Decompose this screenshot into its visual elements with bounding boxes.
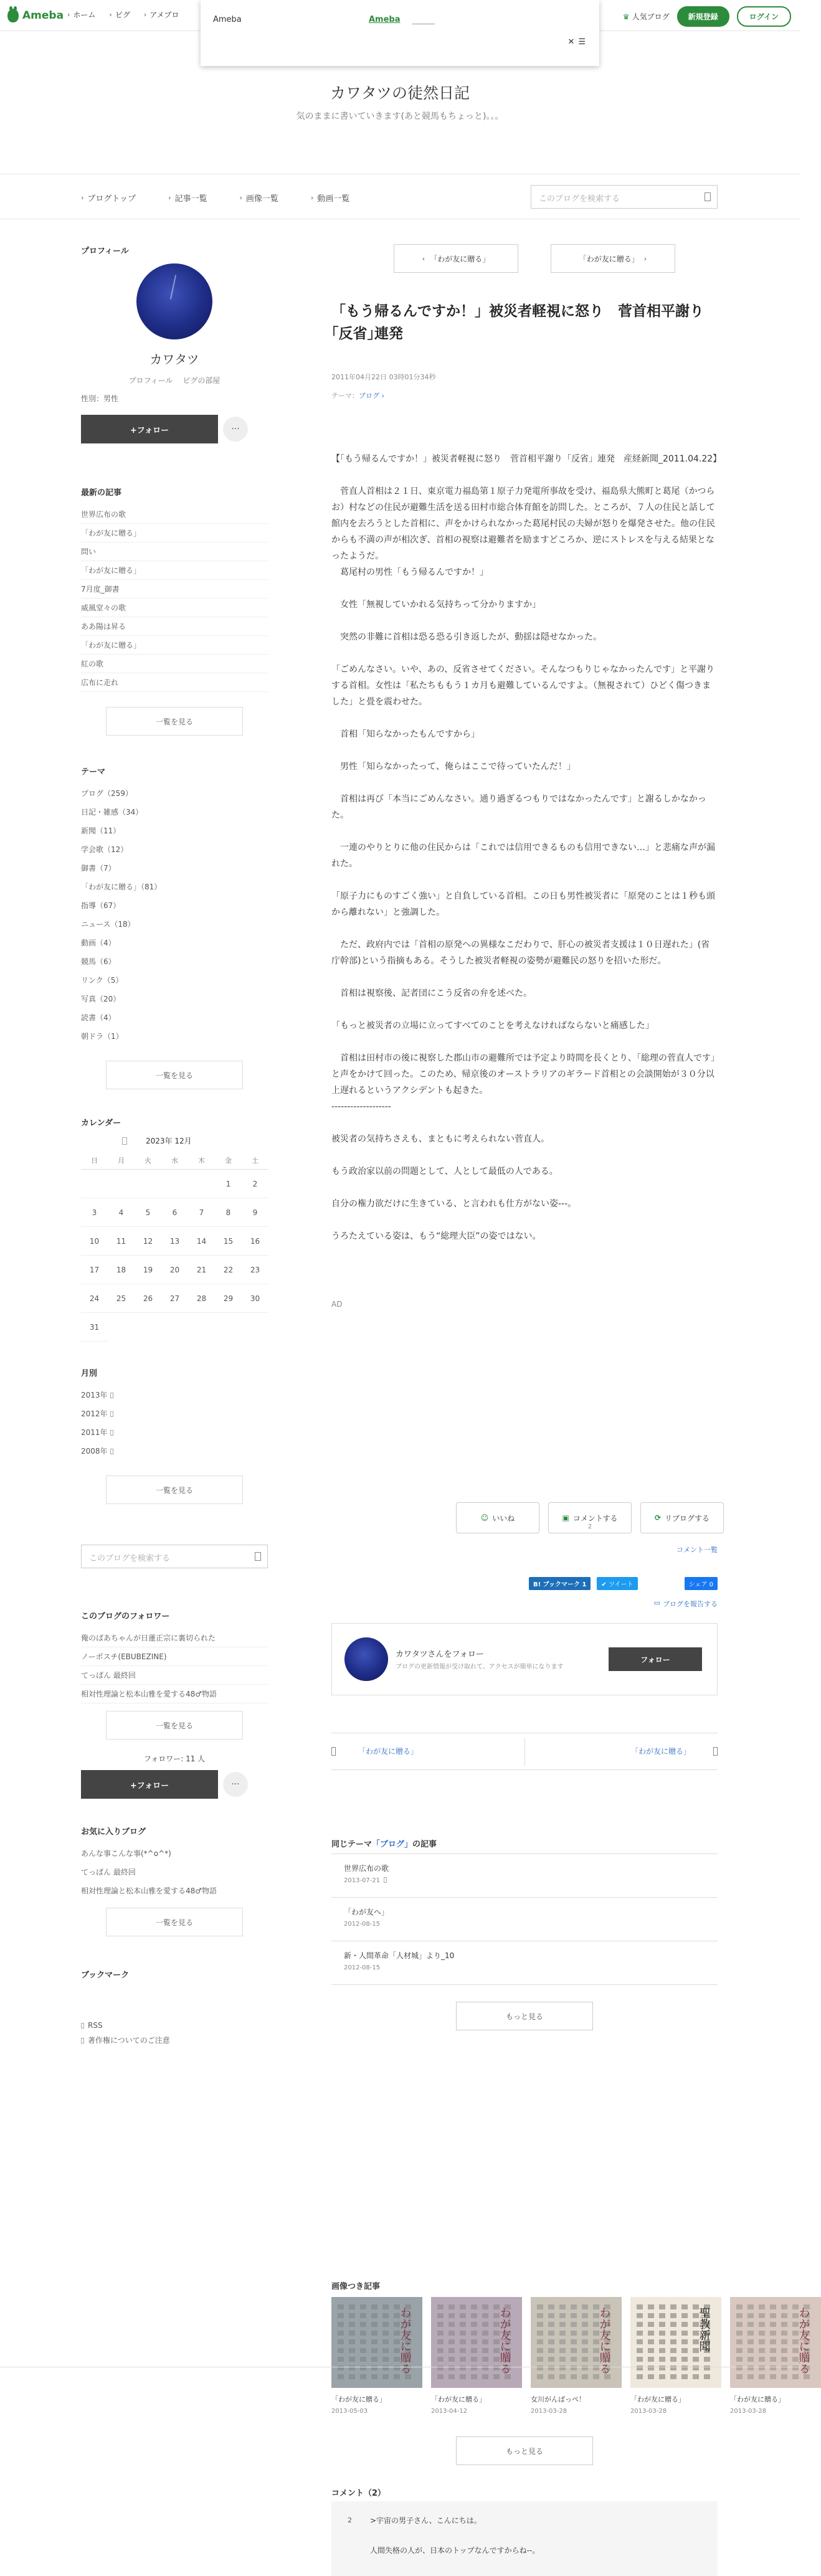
article-paragraph: 一連のやりとりに他の住民からは「これでは信用できるものも信用できない…」と悲痛な声が漏れた。 xyxy=(331,843,715,869)
calendar-day xyxy=(81,1170,108,1198)
profile-section xyxy=(81,244,268,443)
image-article-card[interactable] xyxy=(730,2297,821,2415)
chevron-right-icon: › xyxy=(109,11,112,19)
same-theme-heading: 同じテーマ「ブログ」の記事 xyxy=(331,1840,437,1849)
calendar-day[interactable]: 27 xyxy=(161,1284,188,1313)
ameba-logo[interactable]: Ameba xyxy=(7,7,64,24)
calendar-day[interactable]: 4 xyxy=(108,1198,135,1227)
avatar[interactable] xyxy=(136,263,212,339)
blog-nav-images[interactable]: › 画像一覧 xyxy=(239,194,278,204)
report-blog-link[interactable]: ▭ ブログを報告する xyxy=(653,1599,718,1608)
theme-see-all-button[interactable]: 一覧を見る xyxy=(106,1061,243,1089)
calendar-day[interactable]: 15 xyxy=(215,1227,242,1256)
calendar-day xyxy=(135,1170,161,1198)
theme-link[interactable]: ニュース（18） xyxy=(81,920,135,929)
newspaper-clipping-image xyxy=(730,2297,821,2388)
calendar-day[interactable]: 8 xyxy=(215,1198,242,1227)
pager-divider xyxy=(524,1738,525,1766)
calendar-day[interactable]: 24 xyxy=(81,1284,108,1313)
caution-icon xyxy=(81,2038,84,2043)
image-articles-heading: 画像つき記事 xyxy=(331,2282,381,2291)
image-article-thumbnail[interactable] xyxy=(531,2297,622,2388)
image-articles-more-button[interactable]: もっと見る xyxy=(456,2436,593,2465)
sidebar-search xyxy=(81,1545,268,1568)
chevron-right-icon: › xyxy=(379,392,384,400)
chevron-right-icon xyxy=(110,1449,113,1454)
calendar-day[interactable]: 25 xyxy=(108,1284,135,1313)
calendar-heading: カレンダー xyxy=(81,1119,121,1128)
image-articles-row xyxy=(331,2297,821,2415)
article-paragraph: 自分の権力欲だけに生きている、と言われも仕方がない姿---。 xyxy=(331,1199,577,1209)
article-body xyxy=(331,451,722,1261)
favorite-blogs-section xyxy=(81,1825,268,1936)
follow-card-name: カワタツさんをフォロー xyxy=(396,1650,484,1659)
favorite-blog-link[interactable]: あんな事こんな事(*^o^*) xyxy=(81,1849,171,1858)
calendar-day[interactable]: 1 xyxy=(215,1170,242,1198)
prev-article-top-button[interactable]: ‹ 「わが友に贈る」 xyxy=(394,244,518,273)
chevron-right-icon xyxy=(110,1411,113,1417)
next-article-bottom-link[interactable]: 「わが友に贈る」 xyxy=(631,1746,718,1756)
profile-name[interactable]: カワタツ xyxy=(149,352,199,367)
newspaper-clipping-image xyxy=(531,2297,622,2388)
calendar-weekday: 火 xyxy=(135,1152,161,1170)
calendar-day[interactable]: 28 xyxy=(188,1284,215,1313)
twitter-icon: ✔ xyxy=(601,1581,607,1588)
theme-link[interactable]: 日記・雑感（34） xyxy=(81,808,143,817)
same-theme-entry[interactable] xyxy=(331,1941,718,1985)
article-paragraph: もう政治家以前の問題として、人として最低の人である。 xyxy=(331,1167,558,1177)
blog-title[interactable]: カワタツの徒然日記 xyxy=(330,84,470,102)
same-theme-list xyxy=(331,1854,718,1985)
thumbnail-caption: わが友に贈る xyxy=(498,2307,511,2374)
monthly-see-all-button[interactable]: 一覧を見る xyxy=(106,1475,243,1504)
image-article-title: 女川がんばっぺ！ xyxy=(531,2395,586,2403)
calendar-day[interactable]: 2 xyxy=(242,1170,268,1198)
hatena-bookmark-button[interactable]: B! ブックマーク 1 xyxy=(529,1577,591,1590)
article-paragraph: ただ、政府内では「首相の原発への異様なこだわりで、肝心の被災者支援は１０日遅れた」(省庁幹部)という指摘もある。そうした被災者軽視の姿勢が避難民の怒りを招いた形だ。 xyxy=(331,940,710,966)
profile-gender: 性別：男性 xyxy=(81,394,119,403)
chevron-right-icon: › xyxy=(643,254,647,263)
calendar-day[interactable]: 19 xyxy=(135,1256,161,1284)
theme-link[interactable]: 学会歌（12） xyxy=(81,845,128,854)
copyright-link[interactable]: 著作権についてのご注意 xyxy=(81,2033,268,2048)
theme-link[interactable]: 御書（7） xyxy=(81,864,116,873)
same-theme-entry-date xyxy=(344,1921,705,1928)
article-paragraph: 「もっと被災者の立場に立ってすべてのことを考えなければならないと痛感した」 xyxy=(331,1021,654,1031)
nav-pigg[interactable]: › ピグ xyxy=(109,11,130,19)
article-paragraph: 【「もう帰るんですか！」被災者軽視に怒り 菅首相平謝り「反省」連発 産経新聞_2011.04.22】 xyxy=(331,454,722,464)
calendar-day[interactable]: 11 xyxy=(108,1227,135,1256)
calendar-day xyxy=(161,1170,188,1198)
article-pager-bottom xyxy=(331,1733,718,1770)
same-theme-entry-title: 世界広布の歌 xyxy=(344,1864,389,1873)
chevron-right-icon: › xyxy=(143,11,147,19)
article-date: 2011年04月22日 03時01分34秒 xyxy=(331,373,436,381)
rss-icon xyxy=(81,2023,84,2029)
monthly-link[interactable] xyxy=(81,1442,268,1461)
recent-entry-link[interactable]: 問い xyxy=(81,542,268,561)
favorite-blog-link[interactable]: てっぱん 最終回 xyxy=(81,1868,136,1877)
facebook-share-button[interactable]: シェア 0 xyxy=(685,1577,718,1590)
chevron-right-icon: › xyxy=(310,194,314,202)
profile-link[interactable]: プロフィール xyxy=(128,376,173,385)
calendar-day[interactable]: 18 xyxy=(108,1256,135,1284)
recent-entry-link[interactable]: 「わが友に贈る」 xyxy=(81,636,268,655)
entry-date: 2012-08-15 xyxy=(344,1964,381,1971)
like-button[interactable]: ☺ いいね xyxy=(456,1502,539,1533)
image-article-date: 2013-03-28 xyxy=(730,2408,767,2415)
monthly-heading: 月別 xyxy=(81,1369,98,1378)
same-theme-entry-date xyxy=(344,1877,705,1884)
theme-link[interactable]: 動画（4） xyxy=(81,939,116,947)
crown-icon: ♛ xyxy=(622,12,630,21)
comment-body: 人間失格の人が、日本のトップなんですからね--。 xyxy=(370,2546,540,2555)
image-article-card[interactable] xyxy=(531,2297,622,2415)
rss-link[interactable]: RSS xyxy=(81,2018,268,2033)
recent-entry-link[interactable]: 紅の歌 xyxy=(81,655,268,673)
followees-see-all-button[interactable]: 一覧を見る xyxy=(106,1711,243,1740)
image-article-title: 「わが友に贈る」 xyxy=(630,2395,685,2403)
chevron-right-icon xyxy=(110,1393,113,1398)
calendar-day[interactable]: 13 xyxy=(161,1227,188,1256)
register-button[interactable]: 新規登録 xyxy=(677,6,729,27)
followers-count: フォロワー: 11 人 xyxy=(143,1754,206,1763)
more-options-button-2[interactable]: ··· xyxy=(223,1772,248,1797)
article-paragraph: 突然の非難に首相は恐る恐る引き返したが、動揺は隠せなかった。 xyxy=(331,632,602,642)
favorite-blog-link[interactable]: 相対性理論と松本山雅を愛する48♂物語 xyxy=(81,1887,217,1895)
theme-section xyxy=(81,765,268,1089)
next-article-top-button[interactable]: 「わが友に贈る」 › xyxy=(551,244,675,273)
same-theme-entry-title: 「わが友へ」 xyxy=(344,1908,389,1916)
calendar-day[interactable]: 21 xyxy=(188,1256,215,1284)
article-paragraph: うろたえている姿は、もう“総理大臣”の姿ではない。 xyxy=(331,1231,541,1241)
calendar-day[interactable]: 20 xyxy=(161,1256,188,1284)
newspaper-clipping-image xyxy=(331,2297,422,2388)
overlay-close-button[interactable] xyxy=(567,37,586,47)
comment-icon: ▣ xyxy=(562,1513,569,1522)
theme-link[interactable]: 朝ドラ（1） xyxy=(81,1032,123,1041)
image-article-title: 「わが友に贈る」 xyxy=(730,2395,785,2403)
calendar-grid xyxy=(81,1152,268,1342)
calendar-weekday: 金 xyxy=(215,1152,242,1170)
newspaper-clipping-image xyxy=(630,2297,721,2388)
monthly-label: 2011年 xyxy=(81,1428,108,1437)
login-button[interactable]: ログイン xyxy=(737,6,791,27)
sidebar-search-input[interactable]: このブログを検索する xyxy=(81,1545,268,1568)
reaction-buttons xyxy=(456,1502,724,1533)
calendar-day[interactable]: 5 xyxy=(135,1198,161,1227)
same-theme-entry[interactable] xyxy=(331,1898,718,1941)
monthly-link[interactable] xyxy=(81,1423,268,1442)
calendar-day[interactable]: 6 xyxy=(161,1198,188,1227)
calendar-day[interactable]: 30 xyxy=(242,1284,268,1313)
theme-link[interactable]: ブログ（259） xyxy=(81,789,133,798)
popular-blogs-link[interactable]: ♛ 人気ブログ xyxy=(622,12,670,21)
pigg-room-link[interactable]: ピグの部屋 xyxy=(183,376,221,385)
calendar-day[interactable]: 22 xyxy=(215,1256,242,1284)
image-article-title: 「わが友に贈る」 xyxy=(431,2395,486,2403)
overlay-label: Ameba xyxy=(213,15,242,24)
fav-see-all-button[interactable]: 一覧を見る xyxy=(106,1908,243,1936)
follower-blog-link[interactable]: てっぱん 最終回 xyxy=(81,1666,268,1685)
image-article-card[interactable] xyxy=(630,2297,721,2415)
monthly-section xyxy=(81,1366,268,1504)
follow-button-2[interactable]: +フォロー xyxy=(81,1770,218,1799)
follower-blog-link[interactable]: ノーボスチ(EBUBEZINE) xyxy=(81,1647,268,1666)
follow-card-button[interactable]: フォロー xyxy=(609,1647,702,1671)
fav-heading: お気に入りブログ xyxy=(81,1827,146,1837)
ameba-logo-icon xyxy=(7,9,19,22)
followees-heading: このブログのフォロワー xyxy=(81,1612,170,1621)
article-paragraph: 女性「無視していかれる気持ちって分かりますか」 xyxy=(331,600,541,610)
recent-see-all-button[interactable]: 一覧を見る xyxy=(106,707,243,736)
bookmark-section xyxy=(81,1968,268,1987)
blog-nav-entries[interactable]: › 記事一覧 xyxy=(168,194,207,204)
thumbnail-caption: 聖教新聞 xyxy=(697,2307,711,2352)
monthly-link[interactable] xyxy=(81,1404,268,1423)
blog-nav-videos[interactable]: › 動画一覧 xyxy=(310,194,350,204)
recent-heading: 最新の記事 xyxy=(81,488,122,498)
comment-list-link[interactable]: コメント一覧 xyxy=(676,1546,718,1554)
article-paragraph: 首相は視察後、記者団にこう反省の弁を述べた。 xyxy=(331,988,532,998)
monthly-link[interactable] xyxy=(81,1386,268,1404)
article-paragraph: 「原子力にものすごく強い」と自負している首相。この日も男性被災者に「原発のことは１秒も頭から離れない」と強調した。 xyxy=(331,891,715,917)
image-article-card[interactable] xyxy=(331,2297,422,2415)
theme-link[interactable]: 「わが友に贈る」（81） xyxy=(81,883,162,891)
recent-entry-link[interactable]: ああ陽は昇る xyxy=(81,617,268,636)
calendar-day[interactable]: 9 xyxy=(242,1198,268,1227)
recent-entry-link[interactable]: 7月度_御書 xyxy=(81,580,268,599)
article-theme-link[interactable]: ブログ xyxy=(359,392,379,400)
theme-link[interactable]: リンク（5） xyxy=(81,976,123,985)
profile-heading: プロフィール xyxy=(81,247,129,256)
calendar-day[interactable]: 12 xyxy=(135,1227,161,1256)
calendar-weekday: 月 xyxy=(108,1152,135,1170)
footer-links xyxy=(81,2018,268,2048)
nav-home[interactable]: › ホーム xyxy=(67,11,96,19)
follower-blog-link[interactable]: 相対性理論と松本山雅を愛する48♂物語 xyxy=(81,1685,268,1703)
chevron-right-icon xyxy=(713,1747,718,1756)
thumbnail-caption: わが友に贈る xyxy=(797,2307,810,2374)
tweet-button[interactable]: ✔ ツイート xyxy=(597,1577,637,1590)
calendar-day[interactable]: 3 xyxy=(81,1198,108,1227)
theme-link[interactable]: 読書（4） xyxy=(81,1013,116,1022)
theme-link[interactable]: 新聞（11） xyxy=(81,826,121,835)
calendar-day[interactable]: 7 xyxy=(188,1198,215,1227)
chevron-right-icon: › xyxy=(168,194,171,202)
image-article-title: 「わが友に贈る」 xyxy=(331,2395,386,2403)
calendar-day[interactable]: 26 xyxy=(135,1284,161,1313)
recent-entry-link[interactable]: 広布に走れ xyxy=(81,673,268,692)
smile-icon: ☺ xyxy=(480,1513,489,1522)
monthly-label: 2012年 xyxy=(81,1409,108,1418)
theme-heading: テーマ xyxy=(81,767,106,777)
theme-link[interactable]: 競馬（6） xyxy=(81,957,116,966)
article-theme: テーマ：ブログ › xyxy=(331,392,384,400)
blog-search-input[interactable]: このブログを検索する xyxy=(531,185,718,209)
comment-button[interactable]: ▣ コメントする 2 xyxy=(548,1502,632,1533)
image-article-thumbnail[interactable] xyxy=(331,2297,422,2388)
follow-card-avatar[interactable] xyxy=(344,1637,388,1681)
article-paragraph: 「ごめんなさい。いや、あの、反省させてください。そんなつもりじゃなかったんです」と平謝りする首相。女性は「私たちももう１カ月も避難しているんですよ。（無視されて）ひどく傷つきました」と畳を震わせた。 xyxy=(331,665,715,707)
calendar-day[interactable]: 10 xyxy=(81,1227,108,1256)
calendar-day[interactable]: 23 xyxy=(242,1256,268,1284)
chevron-right-icon: › xyxy=(81,194,84,202)
recent-entry-link[interactable]: 「わが友に贈る」 xyxy=(81,524,268,542)
global-actions xyxy=(623,6,791,27)
overlay-brand-link[interactable]: Ameba xyxy=(369,15,401,24)
monthly-label: 2008年 xyxy=(81,1447,108,1456)
global-nav xyxy=(67,9,179,20)
article-paragraph: 首相は再び「本当にごめんなさい。通り過ぎるつもりではなかったんです」と謝るしかなかった。 xyxy=(331,794,706,820)
monthly-label: 2013年 xyxy=(81,1391,108,1399)
image-article-date: 2013-04-12 xyxy=(431,2408,468,2415)
image-article-card[interactable] xyxy=(431,2297,522,2415)
ad-label: AD xyxy=(331,1300,343,1309)
reblog-button[interactable]: ⟳ リブログする xyxy=(640,1502,724,1533)
comment-title[interactable]: >宇宙の男子さん、こんにちは。 xyxy=(370,2516,482,2525)
calendar-month: 2023年 12月 xyxy=(146,1137,192,1145)
blog-nav-top[interactable]: › ブログトップ xyxy=(81,194,136,204)
calendar-day[interactable]: 29 xyxy=(215,1284,242,1313)
chevron-left-icon xyxy=(331,1747,336,1756)
follower-blog-link[interactable]: 俺のばあちゃんが日蓮正宗に裏切られた xyxy=(81,1629,268,1647)
calendar-section xyxy=(81,1116,268,1342)
same-theme-entry-title: 新・人間革命「人材城」より_10 xyxy=(344,1951,455,1960)
search-icon[interactable] xyxy=(255,1552,261,1561)
image-article-thumbnail[interactable] xyxy=(431,2297,522,2388)
chevron-right-icon: › xyxy=(239,194,242,202)
recent-entry-link[interactable]: 威風堂々の歌 xyxy=(81,599,268,617)
blog-nav xyxy=(0,174,800,219)
calendar-day[interactable]: 14 xyxy=(188,1227,215,1256)
same-theme-entry[interactable] xyxy=(331,1854,718,1898)
article-paragraph: 首相「知らなかったもんですから」 xyxy=(331,729,480,739)
reblog-icon: ⟳ xyxy=(654,1513,662,1522)
image-icon xyxy=(384,1877,387,1883)
article-paragraph: 首相は田村市の後に視察した郡山市の避難所では予定より時間を長くとり、「総理の菅直人です」と声をかけて回った。このため、帰京後のオーストラリアのギラード首相との会談開始が３０分以上遅れるというアクシデントも起きた。 ------------------- xyxy=(331,1053,715,1112)
comment-count: 2 xyxy=(587,1523,592,1530)
follow-button[interactable]: +フォロー xyxy=(81,415,218,443)
entry-date: 2012-08-15 xyxy=(344,1921,381,1928)
bookmark-heading: ブックマーク xyxy=(81,1971,130,1980)
close-icon: ✕ xyxy=(567,37,575,47)
image-article-thumbnail[interactable] xyxy=(630,2297,721,2388)
followees-section xyxy=(81,1609,268,1799)
overlay-panel xyxy=(201,0,599,66)
article-paragraph: 菅直人首相は２１日、東京電力福島第１原子力発電所事故を受け、福島県大熊町と葛尾（かつらお）村などの住民が避難生活を送る田村市総合体育館を訪問した。ところが、７人の住民と話して館内を去ろうとした首相に、声をかけられなかった葛尾村民の夫婦が怒りを爆発させた。他の住民からも不満の声が相次ぎ、首相の視察は避難者を励ますどころか、逆にストレスを与える結果となったようだ。 葛尾村の男性「もう帰るんですか！」 xyxy=(331,486,715,577)
calendar-day[interactable]: 16 xyxy=(242,1227,268,1256)
share-row xyxy=(529,1577,718,1590)
nav-ameblo[interactable]: › アメブロ xyxy=(143,11,179,19)
image-article-date: 2013-03-28 xyxy=(630,2408,667,2415)
follow-card-description: ブログの更新情報が受け取れて、アクセスが簡単になります xyxy=(396,1664,564,1670)
same-theme-more-button[interactable]: もっと見る xyxy=(456,2002,593,2030)
theme-link[interactable]: 指導（67） xyxy=(81,901,121,910)
chevron-left-icon: ‹ xyxy=(422,254,425,263)
calendar-day[interactable]: 17 xyxy=(81,1256,108,1284)
thumbnail-caption: わが友に贈る xyxy=(398,2307,412,2374)
article-title[interactable]: 「もう帰るんですか！」被災者軽視に怒り 菅首相平謝り｢反省｣連発 xyxy=(331,303,704,342)
recent-entries-section xyxy=(81,486,268,736)
image-article-thumbnail[interactable] xyxy=(730,2297,821,2388)
comment-number: 2 xyxy=(348,2516,352,2524)
chevron-right-icon: › xyxy=(67,11,70,19)
recent-entry-link[interactable]: 「わが友に贈る」 xyxy=(81,561,268,580)
calendar-weekday: 日 xyxy=(81,1152,108,1170)
article-paragraph: 被災者の気持ちさえも、まともに考えられない菅直人。 xyxy=(331,1134,549,1144)
newspaper-clipping-image xyxy=(431,2297,522,2388)
menu-icon: ☰ xyxy=(578,37,586,47)
theme-link[interactable]: 写真（20） xyxy=(81,995,121,1003)
recent-entry-link[interactable]: 世界広布の歌 xyxy=(81,505,268,524)
calendar-day xyxy=(108,1170,135,1198)
article-pager-top xyxy=(394,244,675,273)
same-theme-entry-date xyxy=(344,1964,705,1971)
report-icon: ▭ xyxy=(653,1599,660,1607)
calendar-weekday: 木 xyxy=(188,1152,215,1170)
more-options-button[interactable]: ··· xyxy=(223,417,248,442)
prev-article-bottom-link[interactable]: 「わが友に贈る」 xyxy=(331,1746,418,1756)
search-icon[interactable] xyxy=(705,192,711,201)
blog-description: 気のままに書いていきます(あと競馬もちょっと)。。。 xyxy=(296,111,504,121)
image-article-date: 2013-05-03 xyxy=(331,2408,368,2415)
comment-item xyxy=(331,2501,718,2576)
thumbnail-caption: わが友に贈る xyxy=(597,2307,611,2374)
article-paragraph: 男性「知らなかったって、俺らはここで待っていたんだ！」 xyxy=(331,762,576,772)
calendar-prev-icon[interactable] xyxy=(122,1137,127,1145)
calendar-weekday: 土 xyxy=(242,1152,268,1170)
calendar-weekday: 水 xyxy=(161,1152,188,1170)
follow-card xyxy=(331,1623,718,1695)
calendar-day[interactable]: 31 xyxy=(81,1313,108,1342)
chevron-right-icon xyxy=(110,1430,113,1436)
entry-date: 2013-07-21 xyxy=(344,1877,381,1884)
image-article-date: 2013-03-28 xyxy=(531,2408,567,2415)
comments-heading: コメント（2） xyxy=(331,2489,386,2498)
calendar-day xyxy=(188,1170,215,1198)
